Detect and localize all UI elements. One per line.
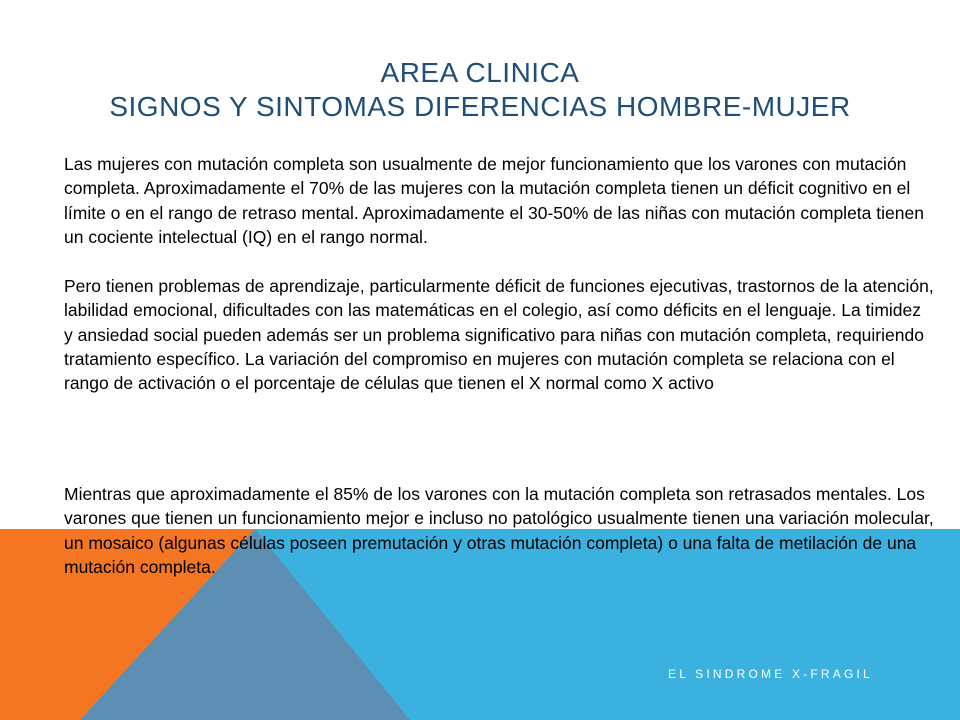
body-paragraph: Pero tienen problemas de aprendizaje, particularmente déficit de funciones ejecutivas, trastornos de la atención, labilidad emocional, dificultades con las matemáticas en el colegio, así como déficits en el lenguaje. La timidez y ansiedad social pueden además ser un problema significativo para niñas con mutación completa, requiriendo tratamiento específico. La variación del compromiso en mujeres con mutación completa se relaciona con el rango de activación o el porcentaje de células que tienen el X normal como X activo: [64, 276, 934, 394]
slide-footer: EL SINDROME X-FRAGIL: [668, 667, 873, 681]
body-paragraph: Mientras que aproximadamente el 85% de los varones con la mutación completa son retrasados mentales. Los varones que tienen un funcionamiento mejor e incluso no patológico usualmente tienen una variación molecular, un mosaico (algunas células poseen premutación y otras mutación completa) o una falta de metilación de una mutación completa.: [64, 484, 934, 577]
body-paragraph: Las mujeres con mutación completa son usualmente de mejor funcionamiento que los varones con mutación completa. Aproximadamente el 70% de las mujeres con la mutación completa tienen un déficit cognitivo en el límite o en el rango de retraso mental. Aproximadamente el 30-50% de las niñas con mutación completa tienen un cociente intelectual (IQ) en el rango normal.: [64, 154, 924, 247]
slide-subtitle: SIGNOS Y SINTOMAS DIFERENCIAS HOMBRE-MUJER: [109, 91, 851, 122]
slide-title: AREA CLINICA: [380, 57, 580, 88]
